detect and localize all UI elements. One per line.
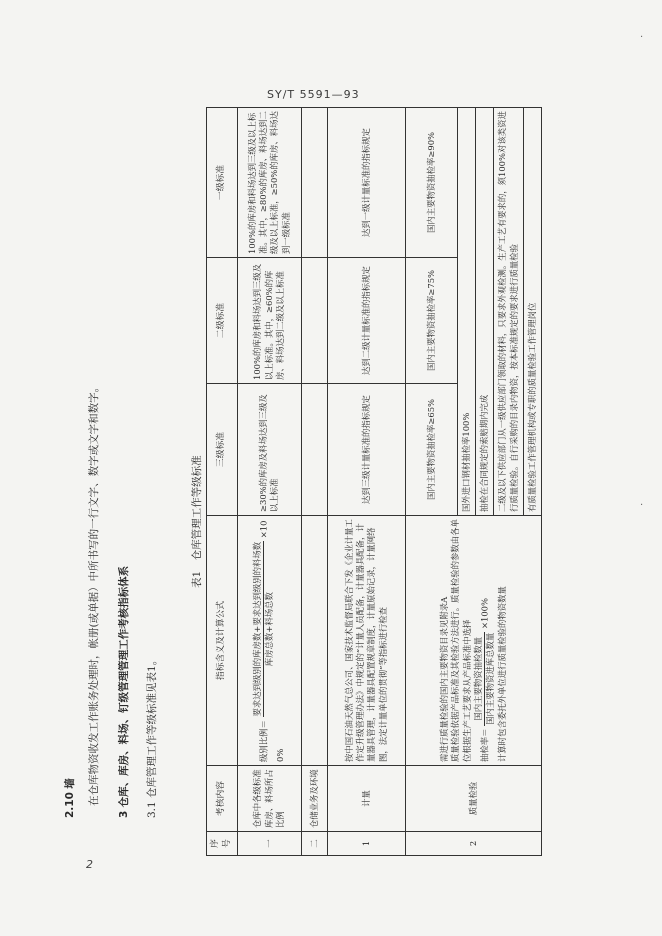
row-4-formula-c: 计算时包含委托外单位进行质量检验的物资数量 xyxy=(496,586,507,762)
section-3-1-number: 3.1 xyxy=(146,801,158,818)
table-header-row xyxy=(207,108,238,856)
section-3-heading xyxy=(116,566,131,818)
table-row xyxy=(301,108,327,856)
page-number: 2 xyxy=(86,858,93,871)
clause-2-10-text: 在仓库物资收发工作账务处理时，帐册(或单据）中所书写的一行文字、数字或文字和数字。 xyxy=(88,381,100,806)
row-4-merged-3: 二级及以下供应部门从一级供应部门领取的材料，只要求外观检测。生产工艺有要求的，须100%对该类资进行质量检验。自行采购的目录内物资，按本标准规定的要求进行质量检验 xyxy=(494,108,524,516)
margin-mark-bottom: · xyxy=(640,500,644,511)
row-4-formula xyxy=(405,516,542,766)
section-3-1-text: 仓库管理工作等级标准见表1。 xyxy=(146,654,158,798)
row-1-numerator: 要求达到级别的库房数+要求达到级别的料场数 xyxy=(252,541,264,718)
table-row xyxy=(237,108,301,856)
clause-2-10-number: 2.10 xyxy=(64,792,76,818)
row-4-formula-b: 质量检验依据产品标准及其检验方法进行。质量检验的参数由各单位根据生产工艺要求从产品标准中选择 xyxy=(450,519,472,762)
rotated-page-body xyxy=(56,108,644,858)
row-4-seq: 2 xyxy=(405,832,542,856)
row-1-denominator: 库房总数+料场总数 xyxy=(264,592,275,667)
row-2-empty-a xyxy=(301,516,327,766)
section-3-title: 仓库、库房、料场、钉级管理管理工作考核指标体系 xyxy=(118,565,130,808)
row-1-fraction xyxy=(252,541,276,718)
clause-2-10 xyxy=(62,778,77,818)
row-3-level-3: 达到三级计量标准的指标规定 xyxy=(327,384,405,516)
header-level-3: 三级标准 xyxy=(207,384,238,516)
table-row xyxy=(327,108,405,856)
row-2-empty-b xyxy=(301,384,327,516)
row-1-content: 仓库中各级标准库房、料场所占比例 xyxy=(237,766,301,832)
header-formula: 指标含义及计算公式 xyxy=(207,516,238,766)
row-4-denominator: 国内主要物资进库总数量 xyxy=(485,632,496,725)
header-level-1: 一级标准 xyxy=(207,108,238,258)
row-3-content: 计量 xyxy=(327,766,405,832)
row-3-level-2: 达到二级计量标准的指标规定 xyxy=(327,258,405,384)
header-level-2: 二级标准 xyxy=(207,258,238,384)
row-3-level-1: 达到一级计量标准的指标规定 xyxy=(327,108,405,258)
row-4-merged-1: 国外进口钢材抽检率100% xyxy=(457,108,475,516)
header-seq: 序号 xyxy=(207,832,238,856)
row-1-level-3: ≥30%的库房及料场达到三级及以上标准 xyxy=(237,384,301,516)
row-1-formula xyxy=(237,516,301,766)
row-3-seq: 1 xyxy=(327,832,405,856)
row-4-fraction xyxy=(473,632,497,726)
clause-2-10-title: 墙 xyxy=(64,778,76,789)
header-content: 考核内容 xyxy=(207,766,238,832)
row-2-seq: 二 xyxy=(301,832,327,856)
row-3-formula: 按中国石油天然气总公司、国家技术监督局联合下发《企业计量工作定升级管理办法》中规定的“计量人员配备，计量器具配备，计量器具管理，计量器具配置规章制度，计量原始记录，计量网络图，法定计量单位的贯彻”等指标进行检查 xyxy=(327,516,405,766)
row-4-formula-ratio xyxy=(473,519,497,762)
row-4-level-3: 国内主要物资抽检率≥65% xyxy=(405,384,457,516)
standard-code-header: SY/T 5591—93 xyxy=(267,88,360,101)
row-4-level-1: 国内主要物资抽检率≥90% xyxy=(405,108,457,258)
row-4-content: 质量检验 xyxy=(405,766,542,832)
row-4-formula-lead: 抽检率＝ xyxy=(479,728,490,762)
table-caption: 表1 仓库管理工作等级标准 xyxy=(191,455,203,588)
row-4-merged-4: 有质量检验工作管理机构或专职的质量检验工作管理岗位 xyxy=(524,108,542,516)
row-2-empty-d xyxy=(301,108,327,258)
section-3-number: 3 xyxy=(118,810,130,818)
row-2-empty-c xyxy=(301,258,327,384)
table-row xyxy=(405,108,457,856)
row-2-content: 仓储业务及环境 xyxy=(301,766,327,832)
row-1-level-1: 100%的库房和料场达到三级及以上标准。其中，≥80%的库房、料场达到二级及以上标准，≥50%的库房、料场达到一级标准 xyxy=(237,108,301,258)
margin-mark-top: · xyxy=(640,32,644,43)
row-1-level-2: 100%的库房和料场达到三级及以上标准。其中，≥60%的库房、料场达到二级及以上标准 xyxy=(237,258,301,384)
row-4-factor: ×100% xyxy=(479,598,490,630)
row-1-formula-lead: 级别比例＝ xyxy=(258,720,269,762)
grading-standards-table xyxy=(206,107,542,856)
row-4-formula-a: 需进行质量检验的国内主要物资目录见附录A xyxy=(439,596,450,762)
row-4-numerator: 国内主要物资抽检数量 xyxy=(473,632,485,726)
row-1-factor: ×100% xyxy=(258,520,286,762)
row-4-merged-2: 抽检在合同规定的索赔期内完成 xyxy=(476,108,494,516)
section-3-1 xyxy=(144,655,159,818)
row-1-seq: 一 xyxy=(237,832,301,856)
row-4-level-2: 国内主要物资抽检率≥75% xyxy=(405,258,457,384)
